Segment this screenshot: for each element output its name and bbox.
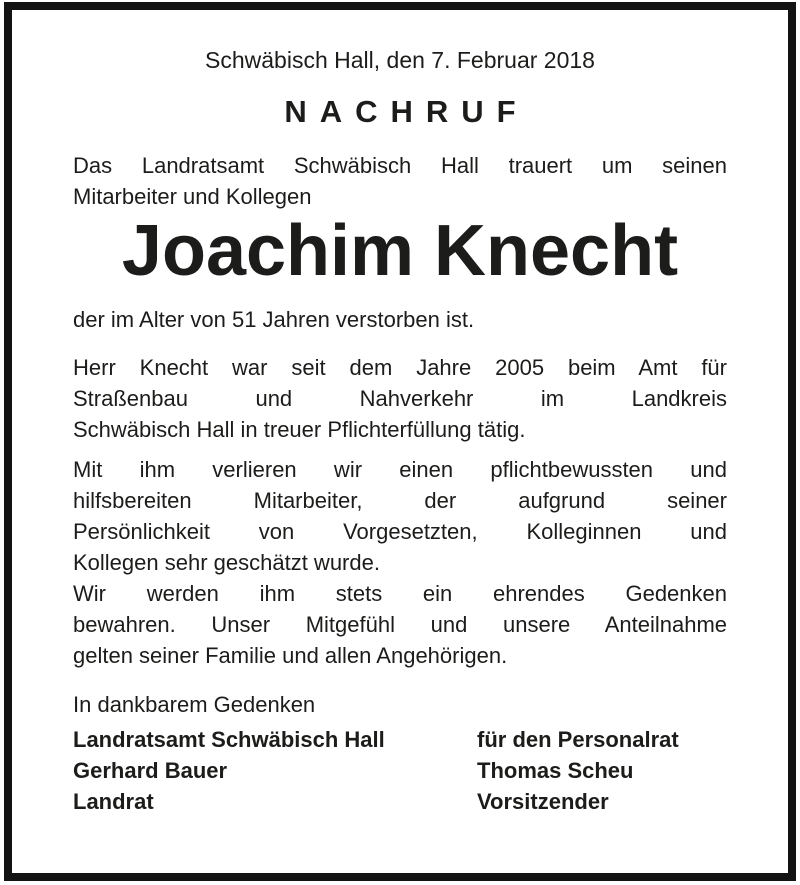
text-line: Das Landratsamt Schwäbisch Hall trauert um seinen — [73, 153, 727, 178]
text-line: Kollegen sehr geschätzt wurde. — [73, 550, 380, 575]
text-line: bewahren. Unser Mitgefühl und unsere Anteilnahme — [73, 612, 727, 637]
deceased-name: Joachim Knecht — [121, 211, 679, 291]
notice-title: NACHRUF — [284, 94, 529, 129]
dateline: Schwäbisch Hall, den 7. Februar 2018 — [205, 47, 595, 73]
notice-frame — [4, 2, 796, 881]
text-line: hilfsbereiten Mitarbeiter, der aufgrund seiner — [73, 488, 727, 513]
text-line: Herr Knecht war seit dem Jahre 2005 beim Amt für — [73, 355, 727, 380]
signature-column-left — [73, 724, 477, 817]
age-line: der im Alter von 51 Jahren verstorben ist. — [73, 307, 475, 332]
body-paragraph-2 — [73, 454, 727, 578]
signature-block — [73, 724, 727, 817]
body-paragraph-1 — [73, 352, 727, 445]
text-line: Landratsamt Schwäbisch Hall — [73, 727, 385, 752]
text-line: Landrat — [73, 789, 154, 814]
text-line: Mitarbeiter und Kollegen — [73, 184, 312, 209]
body-paragraph-3 — [73, 578, 727, 671]
text-line: Gerhard Bauer — [73, 758, 228, 783]
text-line: für den Personalrat — [477, 727, 679, 752]
text-line: Wir werden ihm stets ein ehrendes Gedenken — [73, 581, 727, 606]
signature-column-right — [477, 724, 727, 817]
closing-line: In dankbarem Gedenken — [73, 692, 316, 717]
text-line: Schwäbisch Hall in treuer Pflichterfüllung tätig. — [73, 417, 526, 442]
intro-paragraph — [73, 150, 727, 212]
text-line: Straßenbau und Nahverkehr im Landkreis — [73, 386, 727, 411]
text-line: gelten seiner Familie und allen Angehörigen. — [73, 643, 508, 668]
text-line: Thomas Scheu — [477, 758, 634, 783]
text-line: Persönlichkeit von Vorgesetzten, Kolleginnen und — [73, 519, 727, 544]
text-line: Vorsitzender — [477, 789, 609, 814]
text-line: Mit ihm verlieren wir einen pflichtbewussten und — [73, 457, 727, 482]
